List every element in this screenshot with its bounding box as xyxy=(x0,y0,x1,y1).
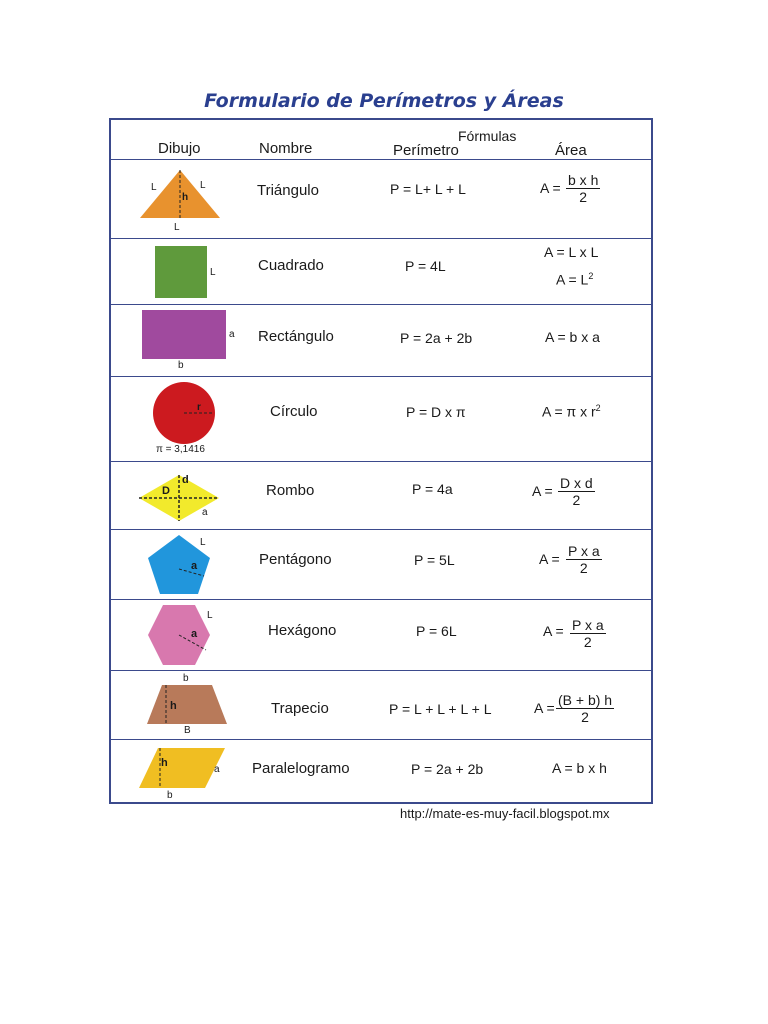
page-title: Formulario de Perímetros y Áreas xyxy=(204,90,564,112)
circle-label-pi: π = 3,1416 xyxy=(156,444,205,455)
rhombus-label-minor: d xyxy=(182,474,189,486)
pentagon-area-numerator: P x a xyxy=(568,543,600,559)
hexagon-label-side: L xyxy=(207,610,213,621)
circle-area-text: A = π x r xyxy=(542,403,596,420)
hexagon-label-apothem: a xyxy=(191,628,198,640)
rhombus-perimeter: P = 4a xyxy=(412,481,453,497)
pentagon-perimeter: P = 5L xyxy=(414,552,455,568)
row-separator xyxy=(111,739,651,740)
rectangle-label-height: a xyxy=(229,329,235,340)
row-separator xyxy=(111,599,651,600)
trapezoid-area-fraction xyxy=(556,692,614,725)
trapezoid-perimeter: P = L + L + L + L xyxy=(389,701,492,717)
rectangle-area: A = b x a xyxy=(545,329,600,345)
hexagon-area-fraction xyxy=(570,617,606,650)
rhombus-icon xyxy=(137,473,221,523)
square-icon xyxy=(155,246,207,298)
trapezoid-icon xyxy=(146,684,228,725)
pentagon-area-denominator: 2 xyxy=(579,560,588,576)
trapezoid-area-denominator: 2 xyxy=(581,709,589,725)
row-separator xyxy=(111,461,651,462)
triangle-label-right: L xyxy=(200,180,206,191)
header-nombre: Nombre xyxy=(259,140,313,157)
triangle-perimeter: P = L+ L + L xyxy=(390,181,466,197)
hexagon-area-denominator: 2 xyxy=(583,634,592,650)
triangle-label-left: L xyxy=(151,182,157,193)
trapezoid-area-prefix: A = xyxy=(534,700,555,716)
circle-label-radius: r xyxy=(197,402,201,413)
header-area: Área xyxy=(555,142,587,159)
triangle-icon xyxy=(138,168,222,222)
rhombus-name: Rombo xyxy=(266,482,315,499)
hexagon-icon xyxy=(146,603,212,667)
parallelogram-name: Paralelogramo xyxy=(252,760,350,777)
source-url: http://mate-es-muy-facil.blogspot.mx xyxy=(400,806,610,821)
trapezoid-area-numerator: (B + b) h xyxy=(558,692,613,708)
rhombus-area-denominator: 2 xyxy=(572,492,581,508)
pentagon-name: Pentágono xyxy=(259,551,332,568)
row-separator xyxy=(111,238,651,239)
rhombus-area-numerator: D x d xyxy=(560,475,593,491)
rectangle-icon xyxy=(142,310,226,359)
pentagon-area-fraction xyxy=(566,543,602,576)
hexagon-area-numerator: P x a xyxy=(572,617,604,633)
pentagon-area-prefix: A = xyxy=(539,551,560,567)
square-area-text: A = L xyxy=(556,271,589,288)
row-separator xyxy=(111,529,651,530)
square-area-exponent: 2 xyxy=(588,271,594,281)
parallelogram-label-base: b xyxy=(167,790,173,801)
rhombus-label-major: D xyxy=(162,485,170,497)
parallelogram-area: A = b x h xyxy=(552,760,607,776)
row-separator xyxy=(111,159,651,160)
rectangle-label-base: b xyxy=(178,360,184,371)
triangle-area-fraction xyxy=(566,172,600,205)
square-name: Cuadrado xyxy=(258,257,324,274)
rectangle-perimeter: P = 2a + 2b xyxy=(400,330,473,346)
row-separator xyxy=(111,304,651,305)
trapezoid-name: Trapecio xyxy=(271,700,329,717)
rhombus-area-prefix: A = xyxy=(532,483,553,499)
trapezoid-label-height: h xyxy=(170,700,177,712)
hexagon-perimeter: P = 6L xyxy=(416,623,457,639)
circle-icon xyxy=(152,381,216,445)
triangle-label-base: L xyxy=(174,222,180,233)
pentagon-label-apothem: a xyxy=(191,560,198,572)
row-separator xyxy=(111,670,651,671)
square-perimeter: P = 4L xyxy=(405,258,446,274)
rhombus-label-side: a xyxy=(202,507,208,518)
parallelogram-label-height: h xyxy=(161,757,168,769)
circle-name: Círculo xyxy=(270,403,318,420)
triangle-area-denominator: 2 xyxy=(579,189,588,205)
triangle-area-prefix: A = xyxy=(540,180,561,196)
trapezoid-label-top: b xyxy=(183,673,189,684)
square-area-line1: A = L x L xyxy=(544,244,599,260)
header-dibujo: Dibujo xyxy=(158,140,201,157)
rhombus-area-fraction xyxy=(558,475,595,508)
pentagon-label-side: L xyxy=(200,537,206,548)
triangle-label-height: h xyxy=(182,192,189,203)
circle-perimeter: P = D x π xyxy=(406,404,466,420)
circle-area xyxy=(542,403,601,420)
parallelogram-icon xyxy=(138,747,226,789)
hexagon-name: Hexágono xyxy=(268,622,337,639)
header-perimetro: Perímetro xyxy=(393,142,459,159)
triangle-name: Triángulo xyxy=(257,182,319,199)
header-formulas: Fórmulas xyxy=(458,128,517,144)
triangle-area-numerator: b x h xyxy=(568,172,599,188)
hexagon-area-prefix: A = xyxy=(543,623,564,639)
row-separator xyxy=(111,376,651,377)
trapezoid-label-bottom: B xyxy=(184,725,191,736)
parallelogram-perimeter: P = 2a + 2b xyxy=(411,761,484,777)
square-label-side: L xyxy=(210,267,216,278)
circle-area-exponent: 2 xyxy=(595,403,601,413)
rectangle-name: Rectángulo xyxy=(258,328,334,345)
parallelogram-label-side: a xyxy=(214,764,220,775)
square-area-line2 xyxy=(556,271,593,288)
